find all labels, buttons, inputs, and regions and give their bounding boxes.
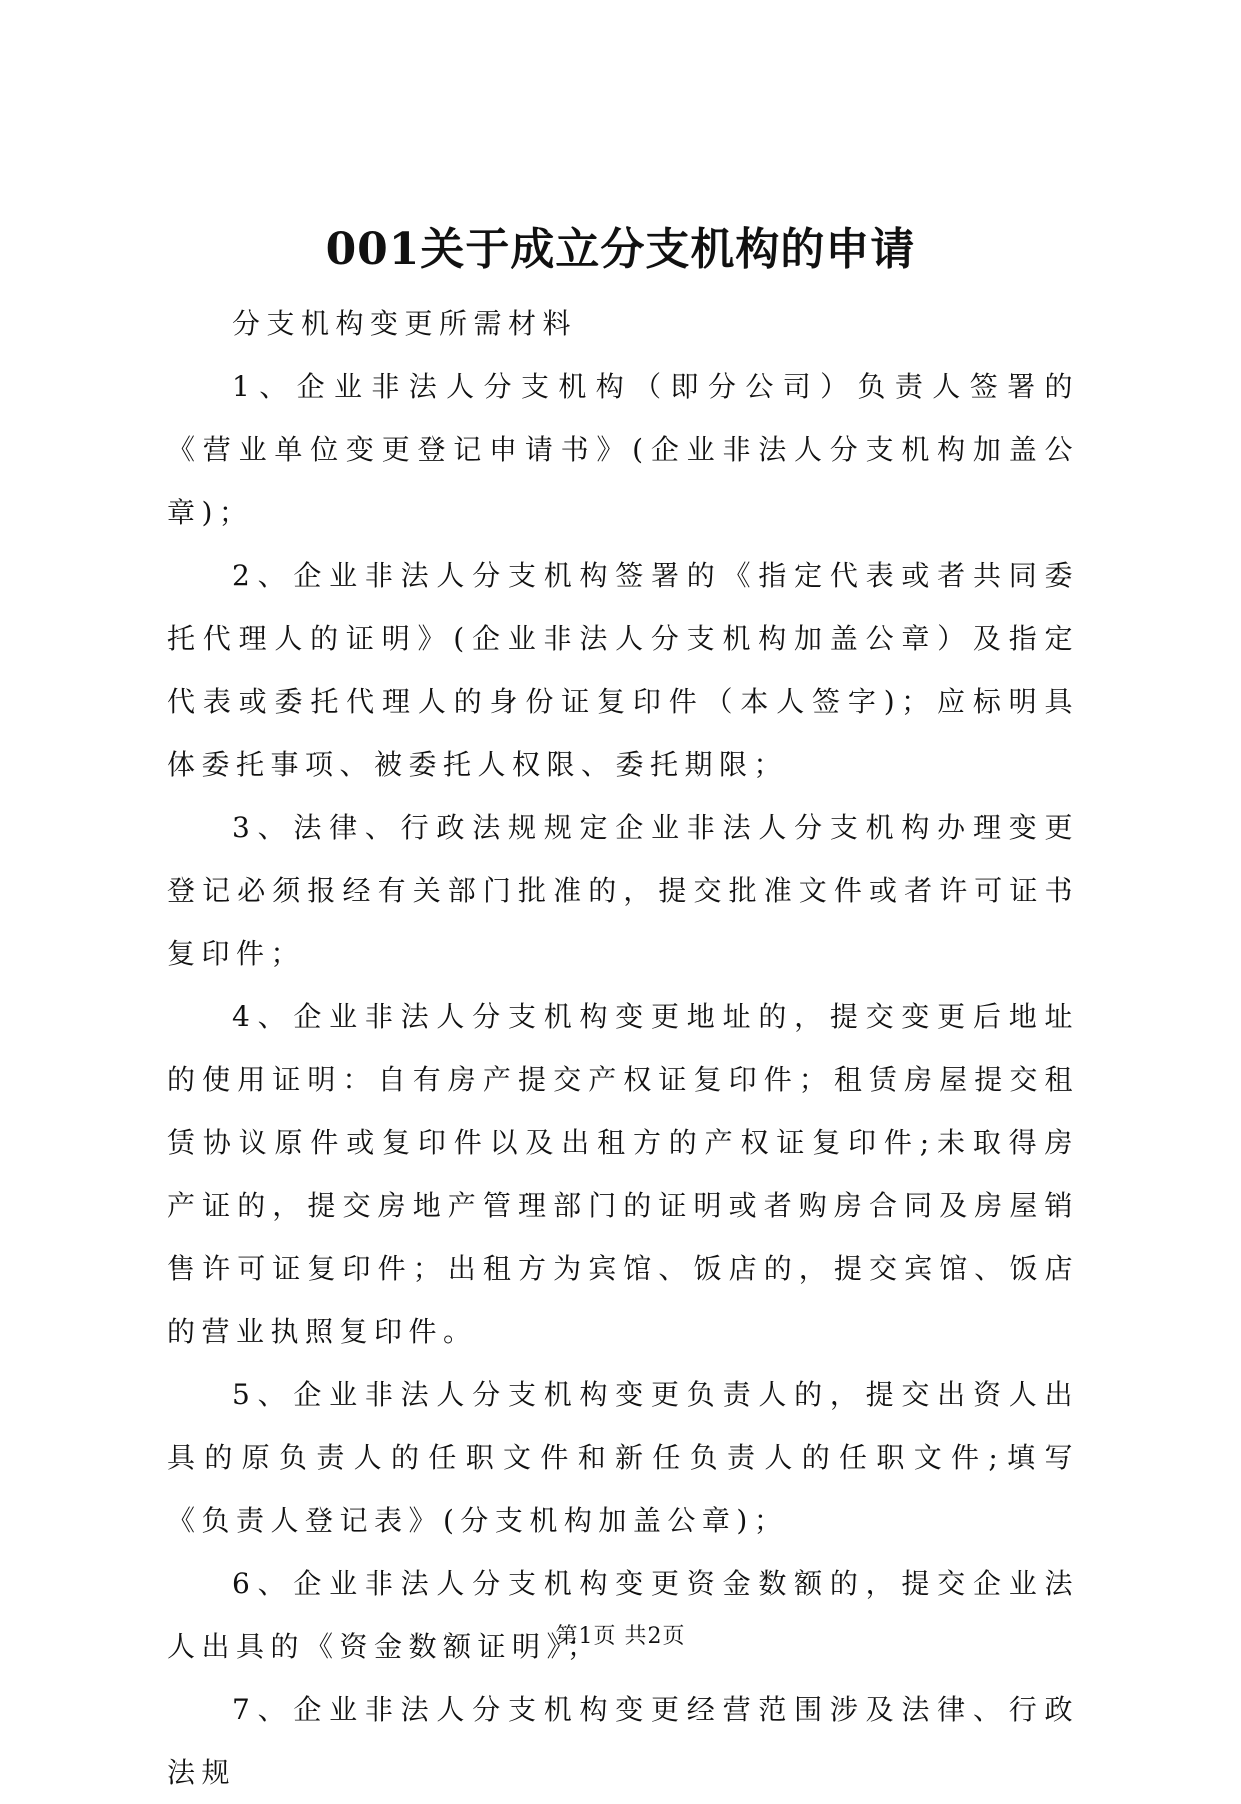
paragraph-item-1: 1、企业非法人分支机构（即分公司）负责人签署的《营业单位变更登记申请书》(企业非法人分支机构加盖公章)；	[167, 370, 1079, 529]
paragraph-item-5: 5、企业非法人分支机构变更负责人的，提交出资人出具的原负责人的任职文件和新任负责人的任职文件;填写《负责人登记表》(分支机构加盖公章)；	[167, 1378, 1079, 1537]
paragraph-item-2: 2、企业非法人分支机构签署的《指定代表或者共同委托代理人的证明》(企业非法人分支机构加盖公章）及指定代表或委托代理人的身份证复印件（本人签字)；应标明具体委托事项、被委托人权限、委托期限；	[167, 559, 1079, 781]
paragraph-item-3: 3、法律、行政法规规定企业非法人分支机构办理变更登记必须报经有关部门批准的，提交批准文件或者许可证书复印件；	[167, 811, 1079, 970]
document-body	[167, 292, 1079, 1804]
paragraph-item-7: 7、企业非法人分支机构变更经营范围涉及法律、行政法规	[167, 1693, 1079, 1789]
page-number-footer: 第1页 共2页	[555, 1624, 686, 1649]
paragraph-item-4: 4、企业非法人分支机构变更地址的，提交变更后地址的使用证明：自有房产提交产权证复印件；租赁房屋提交租赁协议原件或复印件以及出租方的产权证复印件;未取得房产证的，提交房地产管理部门的证明或者购房合同及房屋销售许可证复印件；出租方为宾馆、饭店的，提交宾馆、饭店的营业执照复印件。	[167, 1000, 1079, 1348]
paragraph-heading: 分支机构变更所需材料	[232, 307, 578, 340]
document-title: 001关于成立分支机构的申请	[325, 224, 916, 275]
paragraph-item-6: 6、企业非法人分支机构变更资金数额的，提交企业法人出具的《资金数额证明》；	[167, 1567, 1079, 1663]
